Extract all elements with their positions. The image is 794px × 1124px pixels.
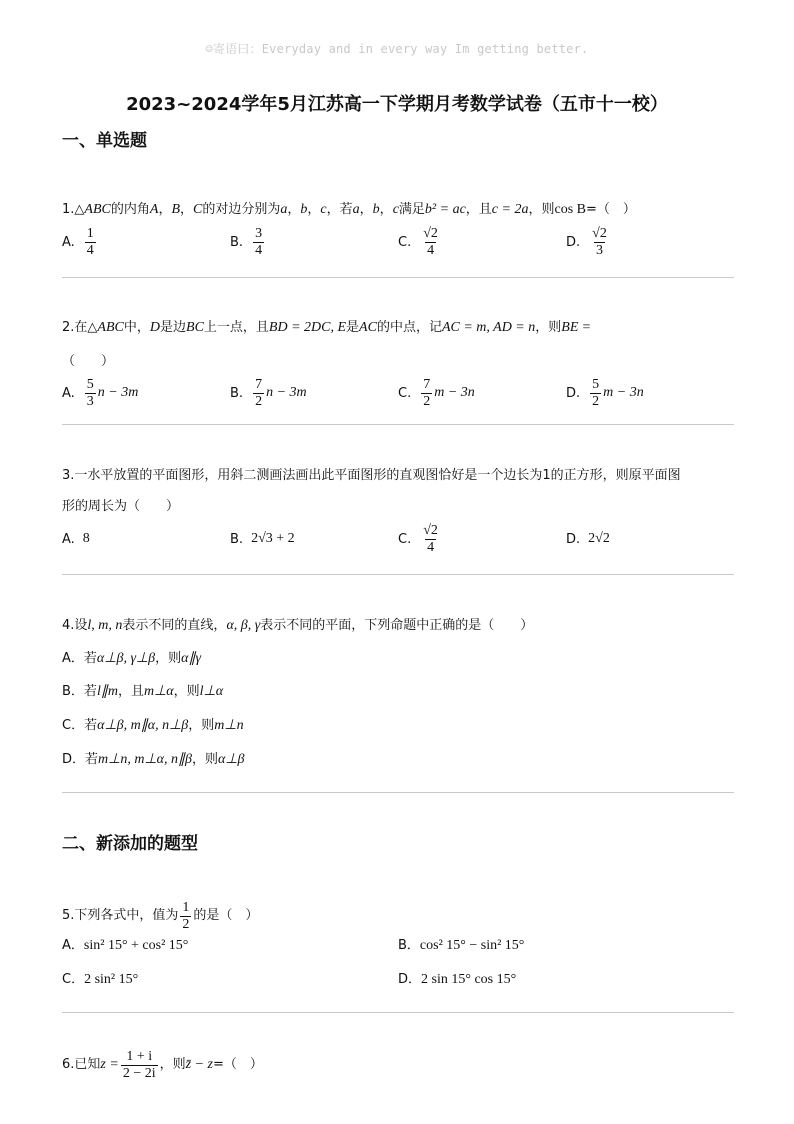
question-4-stem [62, 616, 734, 636]
option-label: D． [398, 972, 422, 987]
option-c[interactable] [398, 222, 442, 262]
text: ，则 [173, 684, 200, 699]
text: 若 [83, 651, 97, 666]
text: 设 [74, 618, 88, 633]
text: △ [74, 202, 85, 217]
question-number: 1. [62, 202, 75, 217]
denominator: 4 [86, 242, 94, 258]
option-label: C. [398, 234, 412, 250]
option-d[interactable] [566, 519, 610, 559]
watermark: ☺寄语曰：Everyday and in every way Im getting better. [205, 42, 589, 56]
denominator: 3 [596, 242, 603, 258]
text: = [582, 320, 591, 335]
option-label: D. [566, 385, 581, 401]
math: α⊥β, m∥α, n⊥β [97, 718, 189, 733]
numerator: 5 [592, 376, 600, 392]
denominator: 3 [86, 393, 94, 409]
option-label: A. [62, 385, 75, 401]
text: 的内角 [110, 202, 150, 217]
math: α∥γ [181, 651, 202, 666]
question-2-stem [62, 318, 734, 338]
fraction [85, 226, 96, 259]
text: 若 [85, 752, 99, 767]
option-value: 8 [82, 531, 90, 546]
question-5-stem [62, 896, 734, 936]
option-label: B. [230, 234, 244, 250]
text: =（ ） [585, 202, 636, 217]
question-3-options [62, 519, 734, 559]
math: z = [100, 1057, 119, 1072]
math: l∥m [96, 684, 118, 699]
question-number: 2. [62, 320, 75, 335]
fraction [253, 226, 264, 259]
fraction [590, 377, 601, 410]
math: AC [359, 320, 377, 335]
text: 在△ [74, 320, 98, 335]
text: ，且 [117, 684, 144, 699]
option-label: A. [62, 531, 75, 547]
numerator: 7 [255, 376, 263, 392]
option-a[interactable] [62, 373, 138, 413]
section-heading-new-type: 二、新添加的题型 [62, 834, 198, 854]
option-label: C． [62, 718, 85, 733]
divider [62, 792, 734, 793]
option-label: B． [62, 684, 84, 699]
math: sin² 15° + cos² 15° [83, 938, 189, 953]
text: 的中点，记 [376, 320, 442, 335]
numerator: 5 [86, 376, 94, 392]
expression: n − 3m [266, 385, 307, 400]
option-a[interactable] [62, 222, 98, 262]
numerator: 7 [423, 376, 431, 392]
option-label: A． [62, 651, 84, 666]
fraction [590, 226, 609, 259]
math: α⊥β [217, 752, 245, 767]
text: 若 [84, 718, 98, 733]
option-value: 2√3 + 2 [251, 531, 295, 546]
text: ，则 [159, 1057, 186, 1072]
denominator: 2 [255, 393, 263, 409]
math: A [149, 202, 159, 217]
text: ， [158, 202, 172, 217]
denominator: 2 [182, 916, 190, 932]
fraction [421, 523, 440, 556]
option-b[interactable] [62, 682, 734, 702]
text: ，且 [465, 202, 492, 217]
option-label: C. [398, 385, 412, 401]
math: m⊥n, m⊥α, n∥β [98, 752, 192, 767]
math: cos² 15° − sin² 15° [419, 938, 525, 953]
question-1-options [62, 222, 734, 262]
question-2-options [62, 373, 734, 413]
fraction [121, 1049, 158, 1082]
fraction [253, 377, 264, 410]
math: b [300, 202, 308, 217]
denominator: 4 [427, 539, 435, 555]
text: 上一点，且 [203, 320, 269, 335]
expression: m − 3n [434, 385, 475, 400]
option-c[interactable] [398, 373, 475, 413]
question-3-stem-line-1: 3.一水平放置的平面图形，用斜二测画法画出此平面图形的直观图恰好是一个边长为1的正方形，则原平面图 [62, 468, 681, 483]
option-label: D. [566, 234, 581, 250]
math: α⊥β, γ⊥β [96, 651, 156, 666]
divider [62, 574, 734, 575]
document-title: 2023~2024学年5月江苏高一下学期月考数学试卷（五市十一校） [126, 94, 668, 115]
math: α, β, γ [226, 618, 261, 633]
text: ，则 [191, 752, 218, 767]
option-label: D． [62, 752, 86, 767]
expression: m − 3n [603, 385, 644, 400]
divider [62, 424, 734, 425]
fraction [180, 900, 191, 933]
divider [62, 277, 734, 278]
text: 的是（ ） [193, 908, 259, 923]
text: =（ ） [212, 1057, 263, 1072]
text: ，则 [155, 651, 182, 666]
option-label: A． [62, 938, 84, 953]
option-b[interactable] [230, 222, 266, 262]
denominator: 4 [255, 242, 263, 258]
math: 2 sin 15° cos 15° [421, 972, 517, 987]
section-heading-single-choice: 一、单选题 [62, 131, 147, 151]
option-label: C． [62, 972, 85, 987]
denominator: 2 [423, 393, 431, 409]
math: BD = 2DC, E [268, 320, 347, 335]
option-b[interactable] [230, 373, 307, 413]
math: ABC [84, 202, 111, 217]
text: ，若 [326, 202, 353, 217]
math: C [193, 202, 203, 217]
text: 表示不同的平面，下列命题中正确的是（ ） [260, 618, 534, 633]
denominator: 4 [427, 242, 435, 258]
option-b[interactable] [398, 936, 734, 956]
divider [62, 1012, 734, 1013]
math: 2 sin² 15° [84, 972, 139, 987]
text: 6.已知 [62, 1057, 101, 1072]
text: 的对边分别为 [202, 202, 281, 217]
text: 表示不同的直线， [122, 618, 227, 633]
text: 是边 [160, 320, 187, 335]
math: c [320, 202, 327, 217]
question-2-paren: （ ） [62, 354, 115, 369]
fraction [421, 377, 432, 410]
math: AC = m, AD = n [441, 320, 536, 335]
option-d[interactable] [566, 222, 611, 262]
numerator: √2 [423, 225, 438, 241]
math: z̄ − z [185, 1057, 213, 1072]
math: c = 2a [491, 202, 529, 217]
option-b[interactable] [230, 519, 295, 559]
question-1-stem: 1.△ABC的内角A，B，C的对边分别为a，b，c，若a，b，c满足b² = ac，且c = 2a，则cos B=（ ） [62, 202, 636, 217]
text: ，则 [188, 718, 215, 733]
math: b² = ac [424, 202, 466, 217]
option-c[interactable] [62, 716, 734, 736]
question-6-stem [62, 1044, 734, 1086]
text: 5.下列各式中，值为 [62, 908, 179, 923]
math: ABC [97, 320, 124, 335]
text: ，则 [528, 202, 555, 217]
option-d[interactable] [398, 970, 734, 990]
numerator: 1 [86, 225, 94, 241]
option-d[interactable] [62, 750, 734, 770]
math: l⊥α [199, 684, 224, 699]
math: BC [186, 320, 204, 335]
denominator: 2 [592, 393, 600, 409]
math: m⊥α [143, 684, 174, 699]
text: 若 [83, 684, 97, 699]
text: 是 [346, 320, 360, 335]
option-label: B． [398, 938, 420, 953]
option-a[interactable] [62, 649, 734, 669]
math: cos B [554, 202, 586, 217]
option-a[interactable] [62, 519, 90, 559]
text: ，则 [535, 320, 562, 335]
numerator: 1 + i [126, 1048, 153, 1064]
numerator: 1 [182, 899, 190, 915]
math: D [149, 320, 160, 335]
numerator: 3 [255, 225, 263, 241]
option-label: D. [566, 531, 581, 547]
option-d[interactable] [566, 373, 644, 413]
math: l, m, n [87, 618, 123, 633]
text: ， [180, 202, 194, 217]
numerator: √2 [592, 225, 607, 241]
option-label: A. [62, 234, 75, 250]
expression: n − 3m [97, 385, 139, 400]
fraction [421, 226, 440, 259]
math: a [280, 202, 288, 217]
math: B [171, 202, 181, 217]
option-value: 2√2 [588, 531, 610, 546]
text: 中， [123, 320, 150, 335]
option-label: B. [230, 385, 244, 401]
fraction [85, 377, 96, 410]
text: 满足 [398, 202, 425, 217]
math: BE [561, 320, 579, 335]
denominator: 2 − 2i [122, 1065, 156, 1081]
option-label: C. [398, 531, 412, 547]
math: m⊥n [214, 718, 244, 733]
option-c[interactable] [398, 519, 442, 559]
question-3-stem-line-2: 形的周长为（ ） [62, 499, 180, 514]
question-number: 4. [62, 618, 75, 633]
numerator: √2 [423, 522, 438, 538]
option-label: B. [230, 531, 244, 547]
